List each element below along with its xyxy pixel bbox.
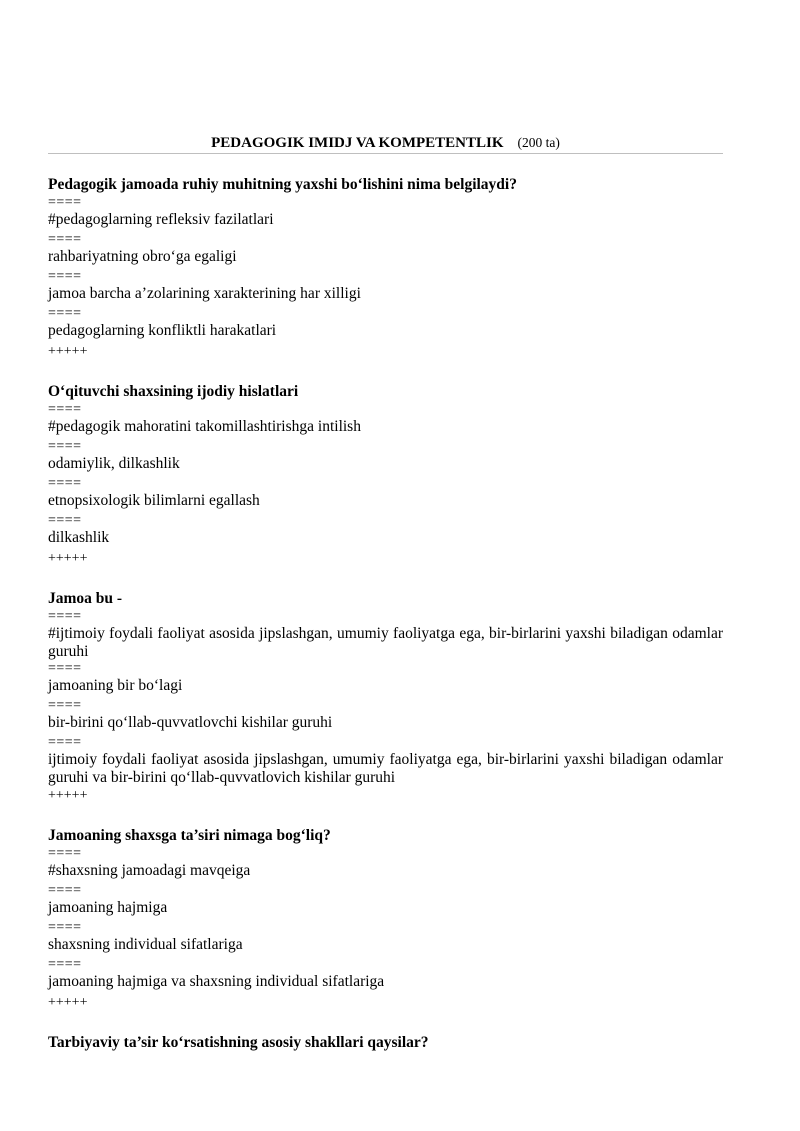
option-separator: ====	[48, 476, 82, 491]
option-separator: ====	[48, 609, 82, 624]
answer-option: jamoaning hajmiga va shaxsning individual sifatlariga	[48, 973, 385, 990]
answer-option: jamoaning hajmiga	[48, 899, 168, 916]
option-separator: ====	[48, 661, 82, 676]
question-text: Jamoa bu -	[48, 590, 123, 607]
question-block	[48, 381, 723, 568]
option-separator: ====	[48, 735, 82, 750]
option-separator: ====	[48, 883, 82, 898]
question-text: O‘qituvchi shaxsining ijodiy hislatlari	[48, 383, 299, 400]
header-rule	[48, 153, 723, 154]
option-separator: ====	[48, 513, 82, 528]
option-separator: ====	[48, 698, 82, 713]
question-block	[48, 1032, 723, 1053]
question-block	[48, 588, 723, 805]
answer-option: shaxsning individual sifatlariga	[48, 936, 243, 953]
option-separator: ====	[48, 439, 82, 454]
document-header	[48, 133, 723, 153]
option-separator: ====	[48, 195, 82, 210]
question-block	[48, 174, 723, 361]
option-separator: ====	[48, 402, 82, 417]
answer-option: odamiylik, dilkashlik	[48, 455, 180, 472]
question-text: Pedagogik jamoada ruhiy muhitning yaxshi bo‘lishini nima belgilaydi?	[48, 176, 517, 193]
question-text: Jamoaning shaxsga ta’siri nimaga bog‘liq?	[48, 827, 331, 844]
document-page	[48, 0, 723, 1053]
option-separator: ====	[48, 232, 82, 247]
option-separator: ====	[48, 957, 82, 972]
answer-option: etnopsixologik bilimlarni egallash	[48, 492, 260, 509]
answer-option: rahbariyatning obro‘ga egaligi	[48, 248, 237, 265]
question-text: Tarbiyaviy ta’sir ko‘rsatishning asosiy shakllari qaysilar?	[48, 1034, 429, 1051]
option-separator: ====	[48, 269, 82, 284]
answer-option: jamoa barcha a’zolarining xarakterining har xilligi	[48, 285, 361, 302]
answer-option: #pedagoglarning refleksiv fazilatlari	[48, 211, 274, 228]
question-terminator: +++++	[48, 551, 88, 566]
answer-option: pedagoglarning konfliktli harakatlari	[48, 322, 277, 339]
question-count: (200 ta)	[517, 135, 560, 150]
option-separator: ====	[48, 920, 82, 935]
answer-option: bir-birini qo‘llab-quvvatlovchi kishilar guruhi	[48, 714, 333, 731]
answer-option: #pedagogik mahoratini takomillashtirishga intilish	[48, 418, 361, 435]
option-separator: ====	[48, 846, 82, 861]
option-separator: ====	[48, 306, 82, 321]
answer-option: #ijtimoiy foydali faoliyat asosida jipslashgan, umumiy faoliyatga ega, bir-birlarini yaxshi biladigan odamlar guruhi	[48, 625, 723, 660]
question-terminator: +++++	[48, 344, 88, 359]
answer-option: ijtimoiy foydali faoliyat asosida jipslashgan, umumiy faoliyatga ega, bir-birlarini yaxshi biladigan odamlar guruhi va bir-birini qo‘llab-quvvatlovich kishilar guruhi	[48, 751, 723, 786]
answer-option: dilkashlik	[48, 529, 110, 546]
document-title: PEDAGOGIK IMIDJ VA KOMPETENTLIK	[211, 135, 504, 151]
question-block	[48, 825, 723, 1012]
answer-option: #shaxsning jamoadagi mavqeiga	[48, 862, 251, 879]
question-terminator: +++++	[48, 788, 88, 803]
answer-option: jamoaning bir bo‘lagi	[48, 677, 183, 694]
question-terminator: +++++	[48, 995, 88, 1010]
